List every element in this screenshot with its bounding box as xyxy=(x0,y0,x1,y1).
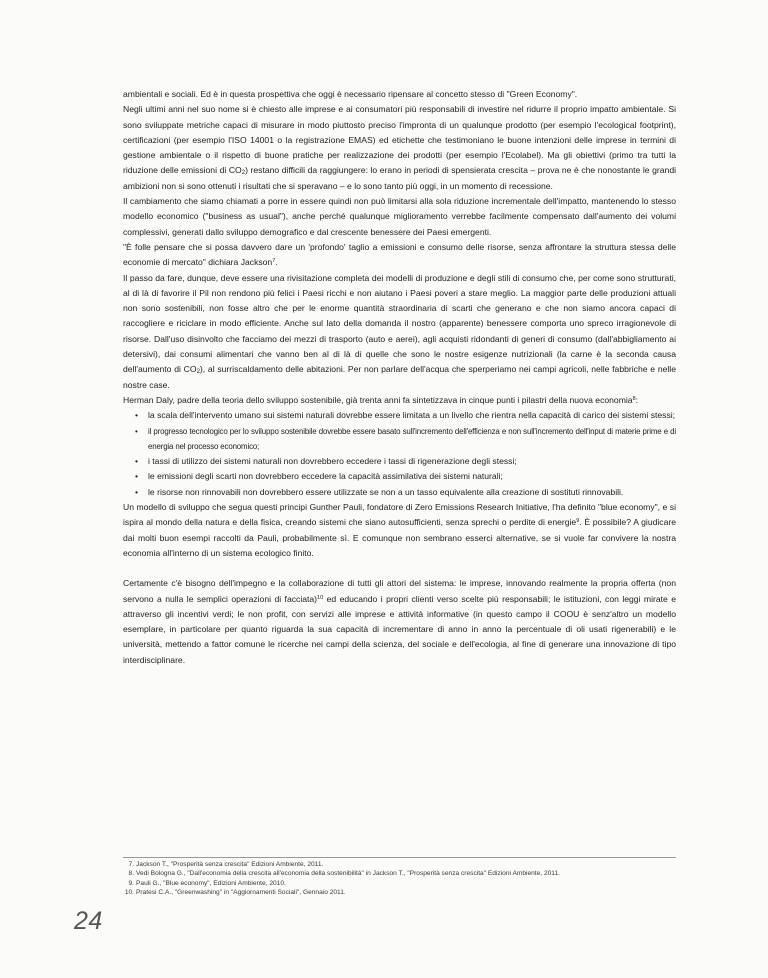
footnote-ref: 7 xyxy=(272,258,276,265)
page-number: 24 xyxy=(74,907,103,935)
list-item: • le risorse non rinnovabili non dovrebbero essere utilizzate se non a un tasso equivalente alla creazione di sostituti rinnovabili. xyxy=(135,485,676,500)
paragraph: Certamente c'è bisogno dell'impegno e la collaborazione di tutti gli attori del sistema: le imprese, innovando realmente la propria offerta (non servono a nulla le semplici operazioni di facciata)$^{10}$ ed educando i propri clienti verso scelte più responsabili; le istituzioni, con leggi mirate e attraverso gli incentivi verdi; le non profit, con servizi alle imprese e attività informative (in questo campo il COOU è senz'altro un modello esemplare, in particolare per quanto riguarda la sua capacità di incrementare di anno in anno la percentuale di oli usati rigenerabili) e le università, mettendo a fattor comune le ricerche nei campi della scienza, del sociale e dell'ecologia, al fine di generare una innovazione di tipo interdisciplinare. xyxy=(123,578,676,665)
footnote: 8. Vedi Bologna G., "Dall'economia della crescita all'economia della sostenibilità" in Jackson T., "Prosperità senza crescita" Edizioni Ambiente, 2011. xyxy=(128,870,560,878)
paragraph: Negli ultimi anni nel suo nome si è chiesto alle imprese e ai consumatori più responsabili di investire nel ridurre il proprio impatto ambientale. Si sono sviluppate metriche capaci di misurare in modo piuttosto preciso l'impronta di un qualunque prodotto (per esempio l'ecological footprint), certificazioni (per esempio l'ISO 14001 o la registrazione EMAS) ed etichette che testimoniano le buone intenzioni delle imprese in termini di gestione ambientale o il rispetto di buone pratiche per realizzazione dei prodotti (per esempio l'Ecolabel). Ma gli obiettivi (primo tra tutti la riduzione delle emissioni di $CO_2$) restano difficili da raggiungere: lo erano in periodi di spensierata crescita – prova ne è che nonostante le grandi ambizioni non si sono ottenuti i risultati che si speravano – e lo sono tanto più oggi, in un momento di recessione. xyxy=(123,104,677,191)
paragraph: Un modello di sviluppo che segua questi principi Gunther Pauli, fondatore di Zero Emissions Research Initiative, l'ha definito "blue economy", e si ispira al mondo della natura e della fisica, creando sistemi che siano autosufficienti, senza sprechi o perdite di energie$^9$. È possibile? A giudicare dai molti buon esempi raccolti da Pauli, probabilmente sì. E comunque non sembrano esserci alternative, se si vuole far convivere la nostra economia all'interno di un sistema ecologico finito. xyxy=(123,502,677,558)
footnote: 7. Jackson T., "Prosperità senza crescita" Edizioni Ambiente, 2011. xyxy=(128,861,324,868)
paragraph: Il cambiamento che siamo chiamati a porre in essere quindi non può limitarsi alla sola riduzione incrementale dell'impatto, mantenendo lo stesso modello economico ("business as usual"), anche perché qualunque miglioramento verrebbe facilmente compensato dall'aumento dei volumi complessivi, generati dallo sviluppo demografico e dal crescente benessere dei Paesi emergenti. xyxy=(123,196,676,237)
list-item: • il progresso tecnologico per lo sviluppo sostenibile dovrebbe essere basato sull'incremento dell'efficienza e non sull'incremento dell'input di materie prime e di energia nel processo economico; xyxy=(135,424,676,455)
list-item: • i tassi di utilizzo dei sistemi naturali non dovrebbero eccedere i tassi di rigenerazione degli stessi; xyxy=(135,454,676,469)
footnote-ref: 10 xyxy=(317,594,324,601)
paragraph: Herman Daly, padre della teoria dello sviluppo sostenibile, già trenta anni fa sintetizzava in cinque punti i pilastri della nuova economia$^8$: xyxy=(123,394,639,405)
footnote-divider xyxy=(123,857,676,858)
footnote: 9. Pauli G., "Blue economy", Edizioni Ambiente, 2010. xyxy=(128,879,286,887)
footnote-ref: 8 xyxy=(632,395,636,402)
footnote: 10. Pratesi C.A., "Greenwashing" in "Aggiornamenti Sociali", Gennaio 2011. xyxy=(124,888,346,896)
footnote-ref: 9 xyxy=(576,518,580,525)
paragraph: ambientali e sociali. Ed è in questa prospettiva che oggi è necessario ripensare al concetto stesso di "Green Economy". xyxy=(123,89,578,99)
body-text xyxy=(123,87,676,668)
footnotes xyxy=(123,860,676,897)
list-item: • la scala dell'intervento umano sui sistemi naturali dovrebbe essere limitata a un livello che rientra nella capacità di carico dei sistemi stessi; xyxy=(135,408,676,423)
paragraph: Il passo da fare, dunque, deve essere una rivisitazione completa dei modelli di produzione e degli stili di consumo che, per come sono strutturati, al di là di favorire il Pil non rendono più felici i Paesi ricchi e non aiutano i Paesi poveri a stare meglio. La maggior parte delle produzioni attuali non sono sostenibili, non fosse altro che per le enorme quantità straordinaria di scarti che generano e che non siamo ancora capaci di raccogliere e riciclare in modo efficiente. Anche sul lato della domanda il nostro (apparente) benessere comporta uno spreco irragionevole di risorse. Dall'uso disinvolto che facciamo dei mezzi di trasporto (auto e aerei), agli acquisti ridondanti di generi di consumo (dall'abbigliamento ai detersivi), dai consumi alimentari che vanno ben al di là di quelle che sono le nostre esigenze nutrizionali (la carne è la seconda causa dell'aumento di $CO_2$), al surriscaldamento delle abitazioni. Per non parlare dell'acqua che sperperiamo nei campi agricoli, nelle fabbriche e nelle nostre case. xyxy=(123,272,676,390)
list-item: • le emissioni degli scarti non dovrebbero eccedere la capacità assimilativa dei sistemi naturali; xyxy=(135,469,676,484)
principles-list xyxy=(123,408,676,500)
quote-paragraph: "È folle pensare che si possa davvero dare un 'profondo' taglio a emissioni e consumo delle risorse, senza affrontare la struttura stessa delle economie di mercato" dichiara Jackson$^7$. xyxy=(123,241,676,268)
